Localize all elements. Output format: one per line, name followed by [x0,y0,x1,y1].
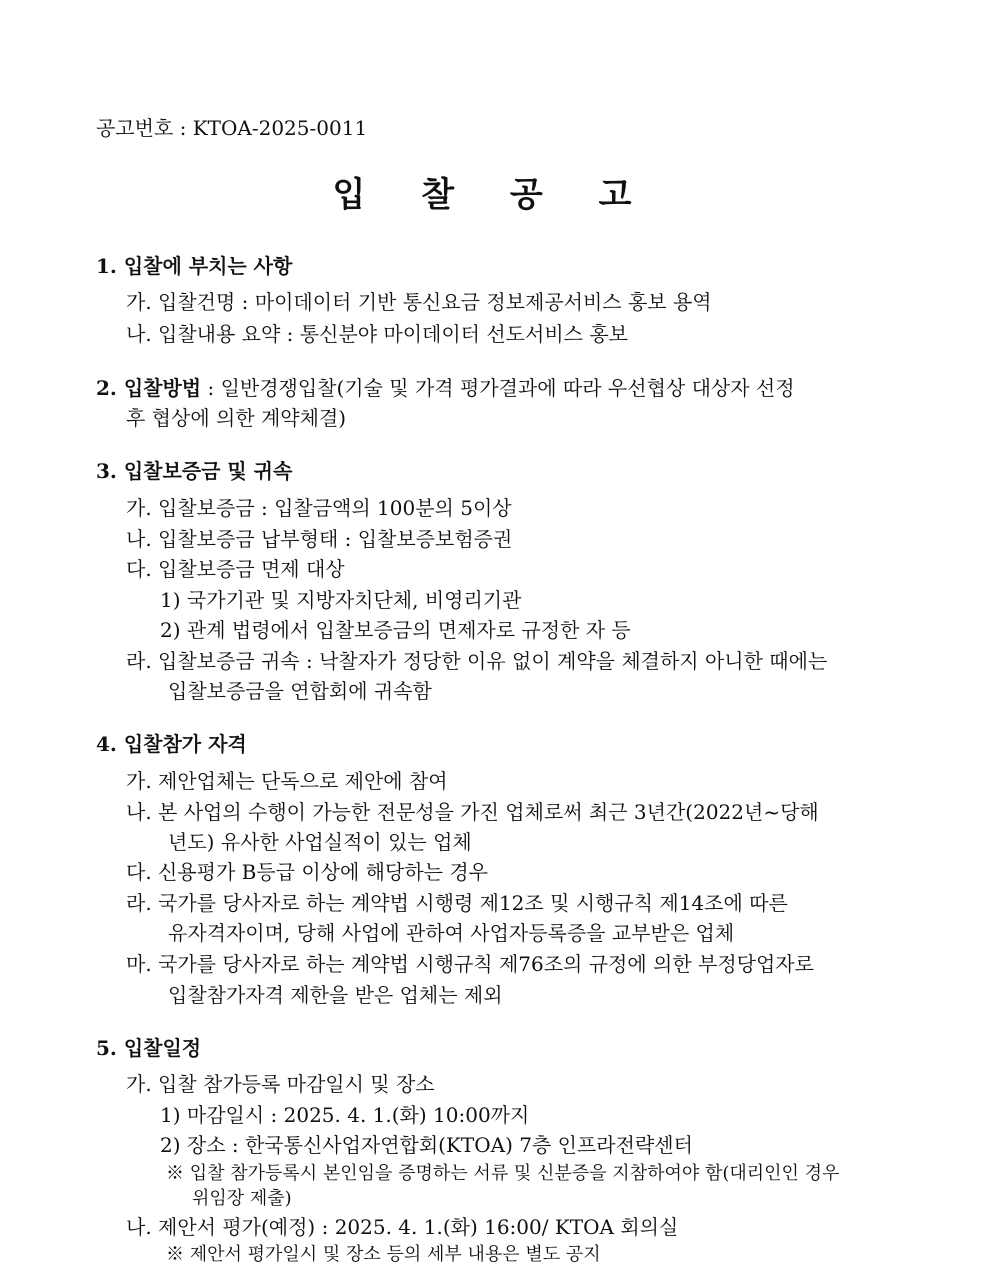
section-2-heading-text: : 일반경쟁입찰(기술 및 가격 평가결과에 따라 우선협상 대상자 선정 [201,376,795,400]
notice-number: 공고번호 : KTOA-2025-0011 [96,116,368,140]
section-4-item-continuation: 년도) 유사한 사업실적이 있는 업체 [168,830,472,854]
section-3-heading: 3. 입찰보증금 및 귀속 [96,459,293,483]
section-3-item-continuation: 입찰보증금을 연합회에 귀속함 [168,679,432,703]
section-3-subitem: 1) 국가기관 및 지방자치단체, 비영리기관 [160,588,522,612]
section-4-item: 마. 국가를 당사자로 하는 계약법 시행규칙 제76조의 규정에 의한 부정당업자로 [126,952,814,976]
section-4-heading: 4. 입찰참가 자격 [96,732,247,756]
section-5-note-continuation: 위임장 제출) [192,1188,292,1209]
section-1-item: 가. 입찰건명 : 마이데이터 기반 통신요금 정보제공서비스 홍보 용역 [126,290,712,314]
section-4-item: 라. 국가를 당사자로 하는 계약법 시행령 제12조 및 시행규칙 제14조에 따른 [126,891,788,915]
section-3-item: 라. 입찰보증금 귀속 : 낙찰자가 정당한 이유 없이 계약을 체결하지 아니한 때에는 [126,649,828,673]
section-4-item: 나. 본 사업의 수행이 가능한 전문성을 가진 업체로써 최근 3년간(2022년~당해 [126,800,819,824]
section-4-item-continuation: 유자격자이며, 당해 사업에 관하여 사업자등록증을 교부받은 업체 [168,921,735,945]
section-2-heading [96,376,896,400]
section-5-item: 가. 입찰 참가등록 마감일시 및 장소 [126,1072,435,1096]
section-5-subitem: 2) 장소 : 한국통신사업자연합회(KTOA) 7층 인프라전략센터 [160,1133,693,1157]
section-5-note: ※ 입찰 참가등록시 본인임을 증명하는 서류 및 신분증을 지참하여야 함(대리인인 경우 [166,1163,840,1184]
section-3-item: 나. 입찰보증금 납부형태 : 입찰보증보험증권 [126,527,513,551]
section-2-continuation: 후 협상에 의한 계약체결) [126,406,347,430]
section-4-item: 다. 신용평가 B등급 이상에 해당하는 경우 [126,860,488,884]
section-4-item: 가. 제안업체는 단독으로 제안에 참여 [126,769,448,793]
section-3-subitem: 2) 관계 법령에서 입찰보증금의 면제자로 규정한 자 등 [160,618,631,642]
section-3-item: 다. 입찰보증금 면제 대상 [126,557,345,581]
section-1-item: 나. 입찰내용 요약 : 통신분야 마이데이터 선도서비스 홍보 [126,322,628,346]
section-5-heading: 5. 입찰일정 [96,1036,202,1060]
section-5-note: ※ 제안서 평가일시 및 장소 등의 세부 내용은 별도 공지 [166,1244,601,1265]
page-title: 입 찰 공 고 [332,175,654,215]
section-3-item: 가. 입찰보증금 : 입찰금액의 100분의 5이상 [126,496,512,520]
section-1-heading: 1. 입찰에 부치는 사항 [96,254,293,278]
section-5-item: 나. 제안서 평가(예정) : 2025. 4. 1.(화) 16:00/ KTOA 회의실 [126,1215,679,1239]
section-2-heading-label: 2. 입찰방법 [96,376,202,400]
section-5-subitem: 1) 마감일시 : 2025. 4. 1.(화) 10:00까지 [160,1103,530,1127]
section-4-item-continuation: 입찰참가자격 제한을 받은 업체는 제외 [168,983,503,1007]
